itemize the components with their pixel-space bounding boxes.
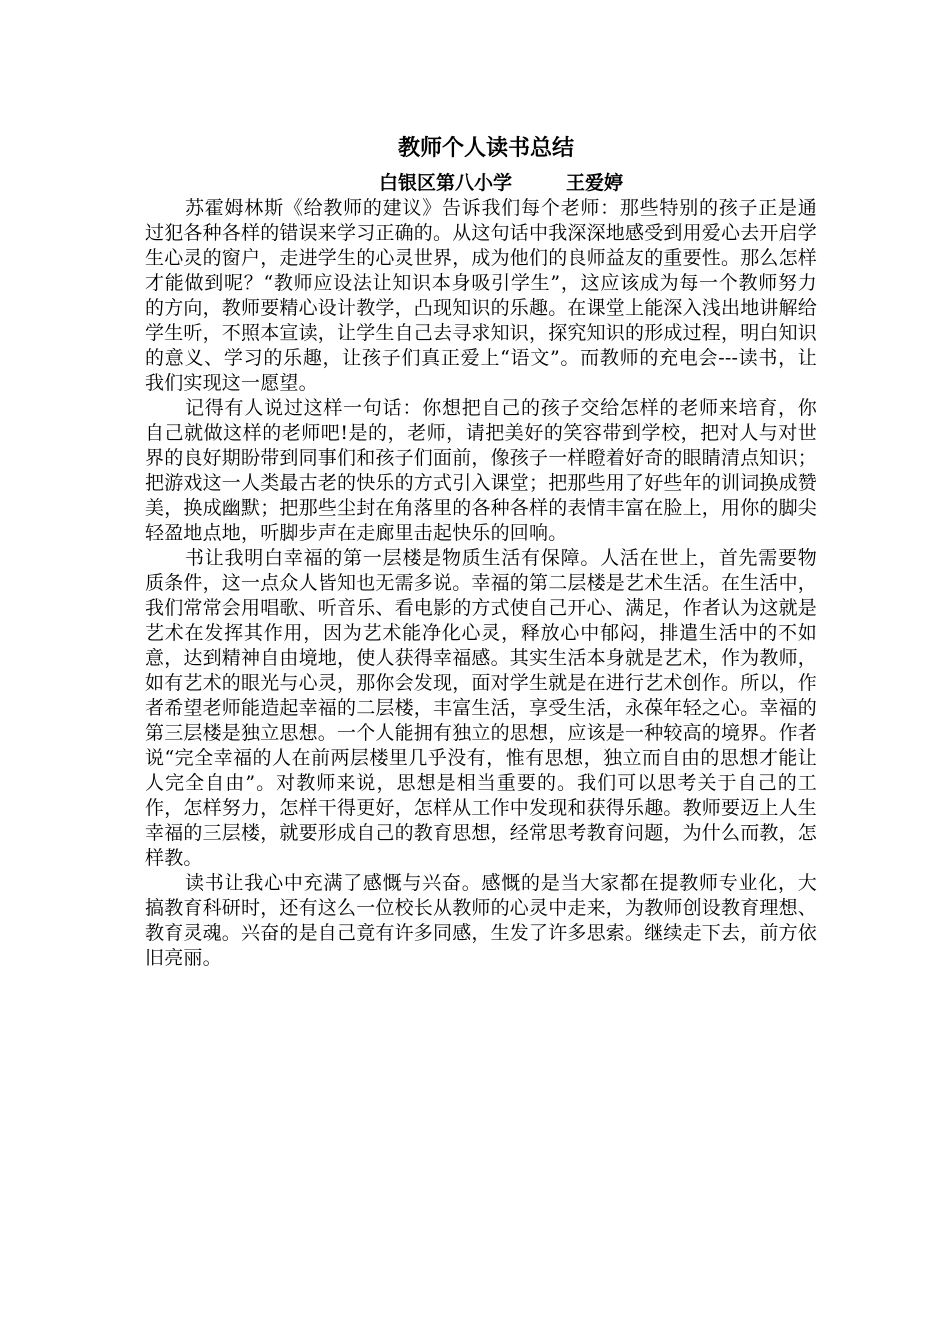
paragraph-2: 记得有人说过这样一句话：你想把自己的孩子交给怎样的老师来培育，你自己就做这样的老师吧!是的，老师，请把美好的笑容带到学校，把对人与对世界的良好期盼带到同事们和孩子们面前，像孩子一样瞪着好奇的眼睛清点知识；把游戏这一人类最古老的快乐的方式引入课堂；把那些用了好些年的训词换成赞美，换成幽默；把那些尘封在角落里的各种各样的表情丰富在脸上，用你的脚尖轻盈地点地，听脚步声在走廊里击起快乐的回响。 [145,397,818,544]
byline-school: 白银区第八小学 [378,172,512,194]
paragraph-1: 苏霍姆林斯《给教师的建议》告诉我们每个老师：那些特别的孩子正是通过犯各种各样的错误来学习正确的。从这句话中我深深地感受到用爱心去开启学生心灵的窗户，走进学生的心灵世界，成为他们的良师益友的重要性。那么怎样才能做到呢？“教师应设法让知识本身吸引学生”，这应该成为每一个教师努力的方向，教师要精心设计教学，凸现知识的乐趣。在课堂上能深入浅出地讲解给学生听，不照本宣读，让学生自己去寻求知识，探究知识的形成过程，明白知识的意义、学习的乐趣，让孩子们真正爱上“语文”。而教师的充电会---读书，让我们实现这一愿望。 [145,197,818,394]
paragraph-3: 书让我明白幸福的第一层楼是物质生活有保障。人活在世上，首先需要物质条件，这一点众人皆知也无需多说。幸福的第二层楼是艺术生活。在生活中，我们常常会用唱歌、听音乐、看电影的方式使自己开心、满足，作者认为这就是艺术在发挥其作用，因为艺术能净化心灵，释放心中郁闷，排遣生活中的不如意，达到精神自由境地，使人获得幸福感。其实生活本身就是艺术，作为教师，如有艺术的眼光与心灵，那你会发现，面对学生就是在进行艺术创作。所以，作者希望老师能造起幸福的二层楼，丰富生活，享受生活，永葆年轻之心。幸福的第三层楼是独立思想。一个人能拥有独立的思想，应该是一种较高的境界。作者说“完全幸福的人在前两层楼里几乎没有，惟有思想，独立而自由的思想才能让人完全自由”。对教师来说，思想是相当重要的。我们可以思考关于自己的工作，怎样努力，怎样干得更好，怎样从工作中发现和获得乐趣。教师要迈上人生幸福的三层楼，就要形成自己的教育思想，经常思考教育问题，为什么而教，怎样教。 [145,547,818,869]
byline [145,170,817,196]
paragraph-4: 读书让我心中充满了感慨与兴奋。感慨的是当大家都在提教师专业化，大搞教育科研时，还有这么一位校长从教师的心灵中走来，为教师创设教育理想、教育灵魂。兴奋的是自己竟有许多同感，生发了许多思索。继续走下去，前方依旧亮丽。 [145,872,818,969]
document-title: 教师个人读书总结 [397,136,574,161]
document-page [145,132,817,971]
byline-author: 王爱婷 [566,172,624,194]
